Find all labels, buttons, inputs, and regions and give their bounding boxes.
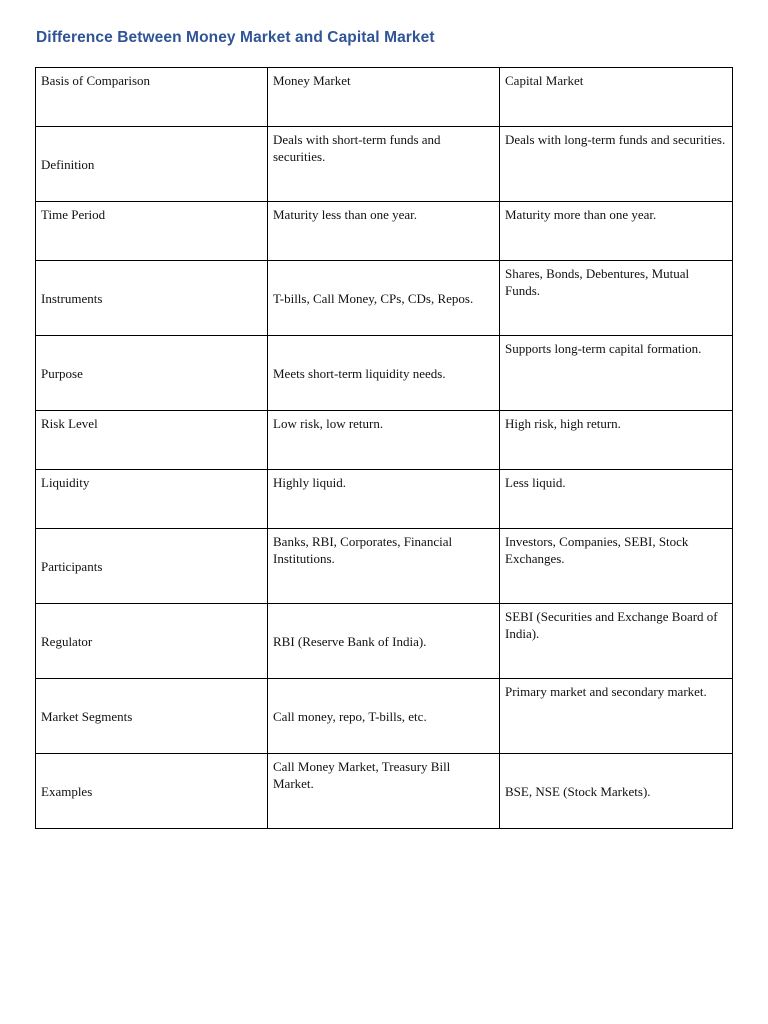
header-money-market: Money Market: [268, 68, 500, 127]
table-row: [36, 336, 733, 411]
header-basis: Basis of Comparison: [36, 68, 268, 127]
money-market-cell: T-bills, Call Money, CPs, CDs, Repos.: [268, 261, 500, 336]
money-market-cell: Call Money Market, Treasury Bill Market.: [268, 754, 500, 829]
capital-market-cell: Deals with long-term funds and securities.: [500, 127, 733, 202]
header-capital-market: Capital Market: [500, 68, 733, 127]
comparison-table: [35, 67, 733, 829]
row-label: Time Period: [36, 202, 268, 261]
capital-market-cell: SEBI (Securities and Exchange Board of India).: [500, 604, 733, 679]
money-market-cell: Maturity less than one year.: [268, 202, 500, 261]
money-market-cell: Low risk, low return.: [268, 411, 500, 470]
row-label: Definition: [36, 127, 268, 202]
money-market-cell: Call money, repo, T-bills, etc.: [268, 679, 500, 754]
row-label: Instruments: [36, 261, 268, 336]
money-market-cell: RBI (Reserve Bank of India).: [268, 604, 500, 679]
money-market-cell: Meets short-term liquidity needs.: [268, 336, 500, 411]
table-row: [36, 411, 733, 470]
capital-market-cell: Maturity more than one year.: [500, 202, 733, 261]
table-row: [36, 127, 733, 202]
row-label: Risk Level: [36, 411, 268, 470]
row-label: Purpose: [36, 336, 268, 411]
capital-market-cell: Shares, Bonds, Debentures, Mutual Funds.: [500, 261, 733, 336]
table-row: [36, 261, 733, 336]
table-row: [36, 754, 733, 829]
capital-market-cell: Primary market and secondary market.: [500, 679, 733, 754]
page-title: Difference Between Money Market and Capital Market: [36, 29, 435, 46]
row-label: Regulator: [36, 604, 268, 679]
row-label: Market Segments: [36, 679, 268, 754]
row-label: Examples: [36, 754, 268, 829]
row-label: Participants: [36, 529, 268, 604]
table-row: [36, 202, 733, 261]
table-row: [36, 679, 733, 754]
table-row: [36, 529, 733, 604]
table-header-row: [36, 68, 733, 127]
capital-market-cell: Less liquid.: [500, 470, 733, 529]
capital-market-cell: High risk, high return.: [500, 411, 733, 470]
table-row: [36, 604, 733, 679]
capital-market-cell: BSE, NSE (Stock Markets).: [500, 754, 733, 829]
money-market-cell: Banks, RBI, Corporates, Financial Institutions.: [268, 529, 500, 604]
capital-market-cell: Investors, Companies, SEBI, Stock Exchanges.: [500, 529, 733, 604]
money-market-cell: Highly liquid.: [268, 470, 500, 529]
capital-market-cell: Supports long-term capital formation.: [500, 336, 733, 411]
table-row: [36, 470, 733, 529]
money-market-cell: Deals with short-term funds and securities.: [268, 127, 500, 202]
row-label: Liquidity: [36, 470, 268, 529]
